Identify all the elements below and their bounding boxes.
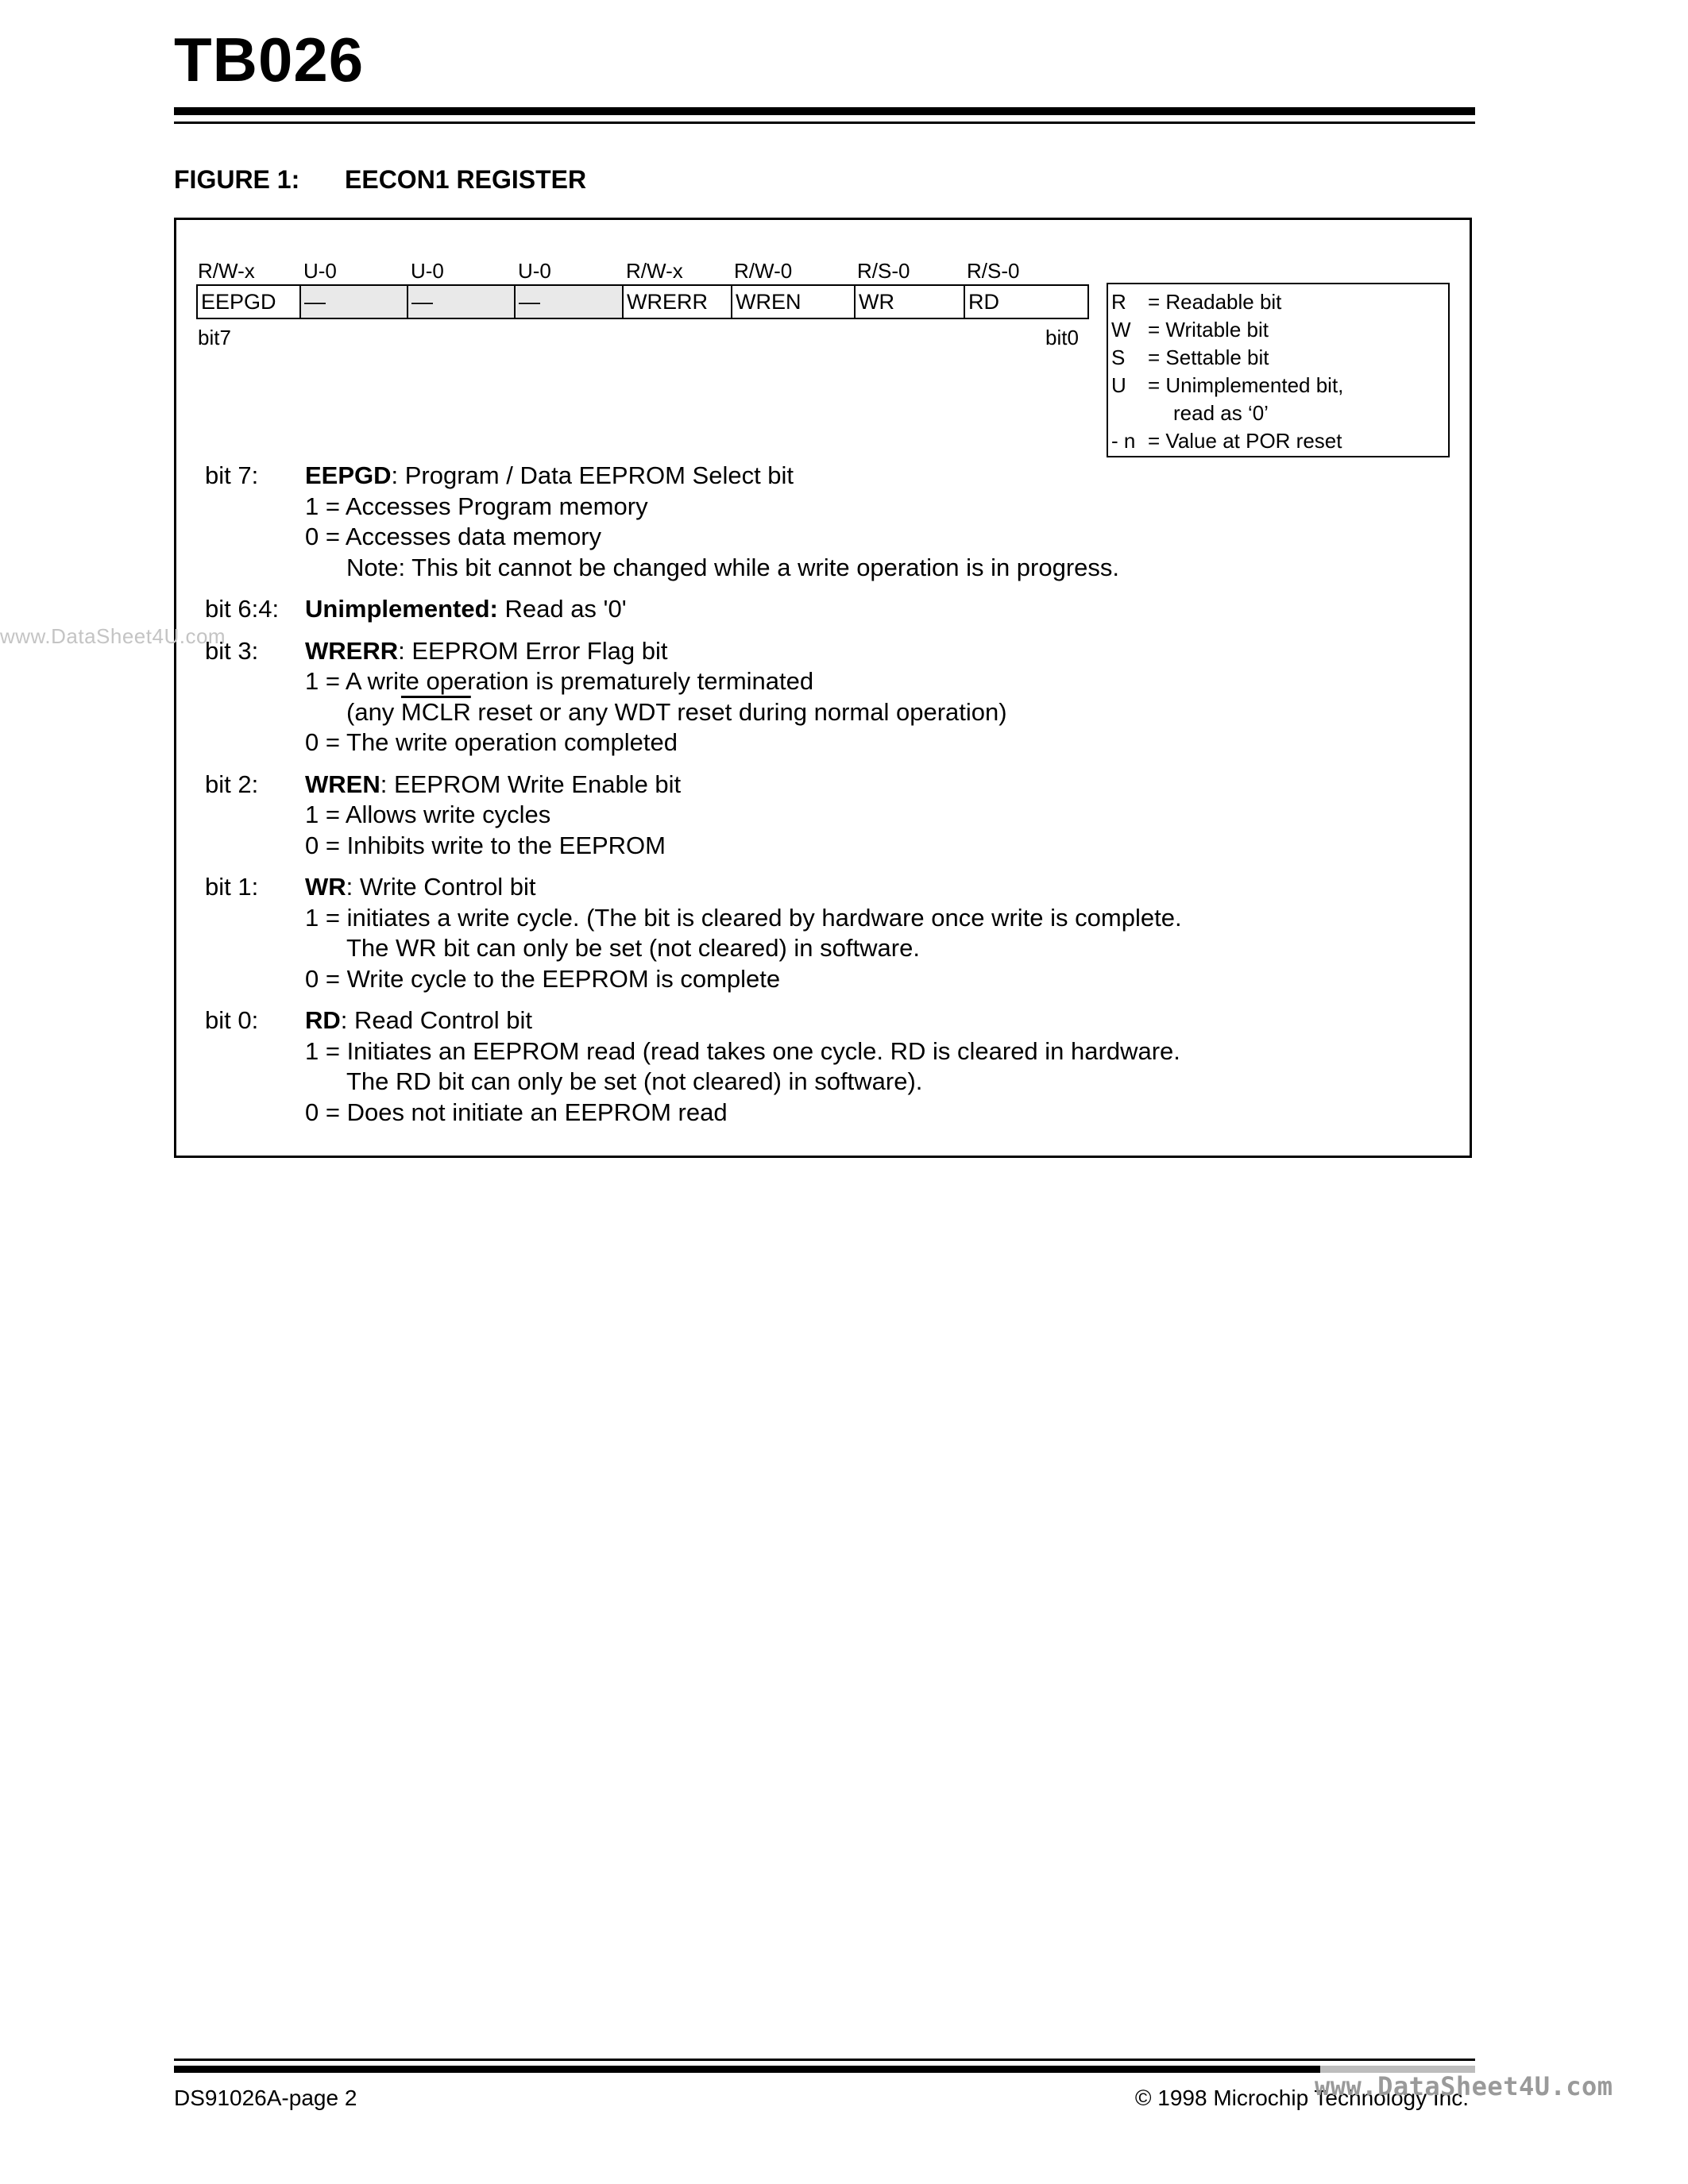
bit-line: 1 = Initiates an EEPROM read (read takes one cycle. RD is cleared in hardware. [305, 1036, 1180, 1065]
register-bits [196, 284, 1089, 319]
register-cell-bit5: — [408, 286, 516, 318]
register-cell-bit3: WRERR [624, 286, 732, 318]
bit-name: WRERR [305, 636, 399, 665]
register-cell-bit4: — [516, 286, 624, 318]
bit-title: : Write Control bit [346, 873, 536, 901]
legend-desc: = Value at POR reset [1148, 429, 1342, 453]
legend-continuation: read as ‘0’ [1173, 401, 1269, 425]
bit-subline-pre: (any [346, 697, 401, 726]
bit-name: RD [305, 1006, 341, 1034]
bit-line: 0 = Accesses data memory [305, 523, 602, 550]
register-cell-bit7: EEPGD [198, 286, 301, 318]
bit-body [305, 872, 1182, 994]
bit-description-block [205, 594, 1444, 625]
legend-desc: = Settable bit [1148, 345, 1269, 369]
register-legend [1107, 283, 1450, 457]
legend-row [1111, 372, 1448, 399]
document-title: TB026 [174, 25, 365, 95]
footer-rule-thin [174, 2059, 1475, 2061]
bit-line: 1 = Allows write cycles [305, 801, 551, 828]
watermark-footer: www.DataSheet4U.com [1315, 2071, 1613, 2101]
legend-desc: = Writable bit [1148, 318, 1269, 341]
bit-name: EEPGD [305, 461, 392, 489]
bit-line: 1 = initiates a write cycle. (The bit is cleared by hardware once write is complete. [305, 903, 1182, 932]
msb-label: bit7 [198, 326, 231, 349]
access-bit4: U-0 [518, 259, 551, 283]
bit-label: bit 6:4: [205, 595, 280, 623]
register-cell-bit6: — [301, 286, 408, 318]
legend-key: - n [1111, 429, 1136, 453]
bit-title: : EEPROM Error Flag bit [398, 636, 668, 665]
access-bit3: R/W-x [626, 259, 683, 283]
register-cell-bit1: WR [856, 286, 965, 318]
bit-name: WREN [305, 770, 380, 798]
access-bit5: U-0 [411, 259, 444, 283]
bit-line: 1 = A write operation is prematurely terminated [305, 667, 814, 695]
lsb-label: bit0 [1045, 326, 1079, 349]
legend-row [1111, 344, 1448, 372]
legend-key: R [1111, 290, 1126, 314]
access-bit0: R/S-0 [967, 259, 1020, 283]
bit-title: : Read Control bit [340, 1006, 533, 1034]
access-bit7: R/W-x [198, 259, 255, 283]
bit-name: Unimplemented: [305, 595, 498, 623]
bit-name: WR [305, 873, 346, 901]
bit-line: 0 = Write cycle to the EEPROM is complete [305, 964, 781, 993]
footer-page-id: DS91026A-page 2 [174, 2086, 357, 2110]
bit-description-block [205, 770, 1444, 862]
legend-key: W [1111, 318, 1131, 341]
figure-number: FIGURE 1: [174, 165, 300, 194]
bit-body [305, 594, 627, 625]
legend-row [1111, 288, 1448, 316]
bit-description-block [205, 461, 1444, 583]
legend-row [1111, 316, 1448, 344]
legend-desc: = Unimplemented bit, [1148, 373, 1344, 397]
bit-subline: The RD bit can only be set (not cleared) in software). [346, 1067, 923, 1095]
bit-subline-post: reset or any WDT reset during normal operation) [470, 697, 1007, 726]
mclr-overline-text: MCLR [400, 697, 471, 726]
legend-row [1111, 427, 1448, 455]
bit-line: 0 = The write operation completed [305, 728, 678, 756]
bit-note: Note: This bit cannot be changed while a write operation is in progress. [346, 553, 1120, 581]
figure-caption [174, 167, 586, 192]
bit-title: : Program / Data EEPROM Select bit [391, 461, 794, 489]
footer-copyright: © 1998 Microchip Technology Inc. [1134, 2086, 1469, 2110]
access-bit1: R/S-0 [857, 259, 910, 283]
bit-body [305, 770, 681, 862]
register-cell-bit0: RD [965, 286, 1087, 318]
bit-description-block [205, 636, 1444, 758]
bit-subline: The WR bit can only be set (not cleared) in software. [346, 934, 920, 962]
bit-body [305, 461, 1119, 583]
bit-line: 0 = Does not initiate an EEPROM read [305, 1098, 728, 1126]
register-cell-bit2: WREN [732, 286, 856, 318]
access-bit2: R/W-0 [734, 259, 793, 283]
bit-label: bit 1: [205, 873, 259, 901]
access-bit6: U-0 [303, 259, 337, 283]
bit-description-block [205, 872, 1444, 994]
bit-title: Read as '0' [497, 595, 627, 623]
legend-key: U [1111, 373, 1126, 397]
bit-subline [305, 697, 1007, 728]
footer-rule-thick [174, 2066, 1320, 2073]
bit-label: bit 2: [205, 770, 259, 798]
bit-description-block [205, 1005, 1444, 1128]
bit-title: : EEPROM Write Enable bit [380, 770, 682, 798]
bit-line: 0 = Inhibits write to the EEPROM [305, 831, 666, 859]
bit-body [305, 636, 1007, 758]
bit-label: bit 3: [205, 636, 259, 665]
watermark-left: www.DataSheet4U.com [0, 624, 226, 648]
bit-label: bit 7: [205, 461, 259, 489]
header-rule-thin [174, 122, 1475, 124]
legend-desc: = Readable bit [1148, 290, 1282, 314]
figure-title: EECON1 REGISTER [345, 165, 587, 194]
bit-body [305, 1005, 1180, 1128]
header-rule-thick [174, 107, 1475, 115]
bit-descriptions [205, 461, 1444, 1139]
legend-key: S [1111, 345, 1126, 369]
bit-label: bit 0: [205, 1006, 259, 1034]
bit-line: 1 = Accesses Program memory [305, 492, 648, 520]
